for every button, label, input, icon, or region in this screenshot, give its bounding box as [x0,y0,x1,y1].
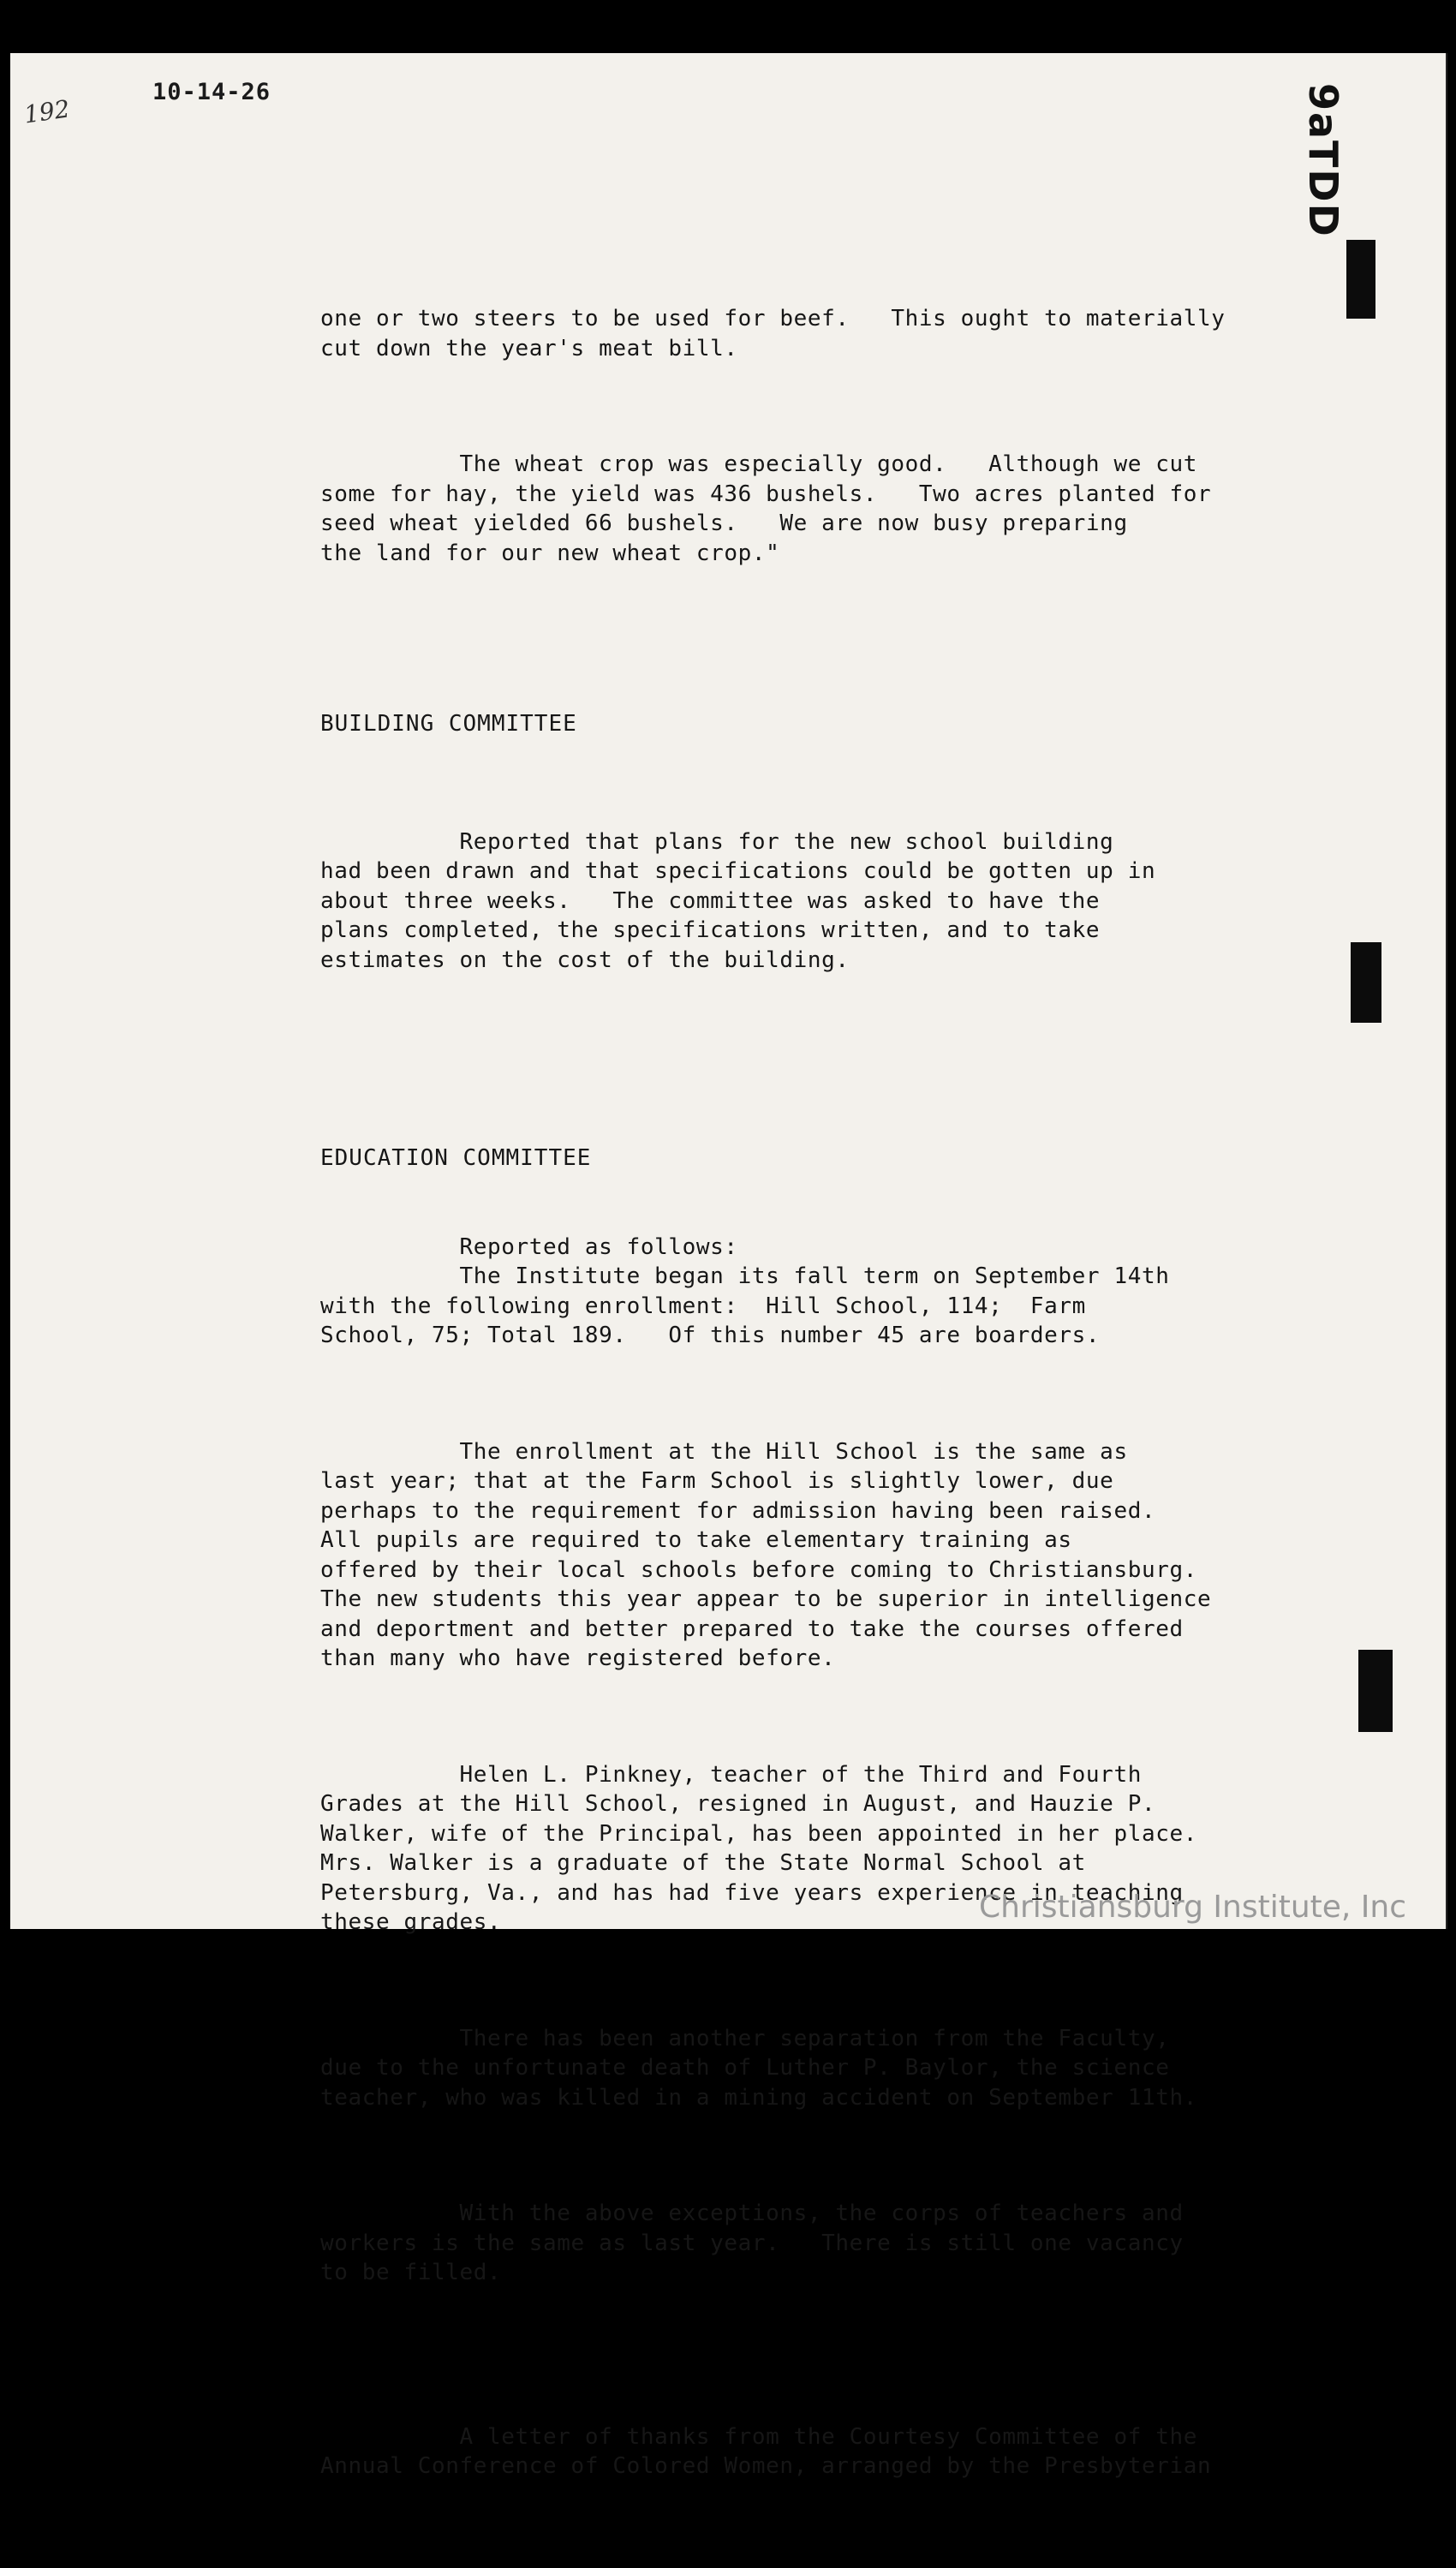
section-heading: BUILDING COMMITTEE [320,711,577,737]
handwritten-page-number: 192 [21,94,72,129]
film-marker [1346,240,1375,319]
paragraph: With the above exceptions, the corps of teachers and workers is the same as last year. There is still one vacancy to be filled. [320,2201,1184,2285]
paragraph: Reported as follows: The Institute began its fall term on September 14th with the following enrollment: Hill School, 114; Farm School, 75; Total 189. Of this number 45 are boarders. [320,1233,1170,1348]
film-marker [1351,942,1381,1023]
film-marker [1358,1650,1393,1732]
archive-stamp: 9aTDD [1300,83,1346,238]
paragraph: There has been another separation from the Faculty, due to the unfortunate death of Luther P. Baylor, the science teacher, who was killed in a mining accident on September 11th. [320,2025,1197,2111]
paragraph: Helen L. Pinkney, teacher of the Third and Fourth Grades at the Hill School, resigned in August, and Hauzie P. Walker, wife of the Principal, has been appointed in her place. Mrs. Walker is a graduate of the State Normal School at Petersburg, Va., and has had five years experience in teaching these grades. [320,1761,1197,1935]
document-body [320,245,1245,2568]
section-heading: EDUCATION COMMITTEE [320,1145,592,1171]
paragraph: The wheat crop was especially good. Although we cut some for hay, the yield was 436 bushels. Two acres planted for seed wheat yielded 66 bushels. We are now busy preparing the land for our new wheat crop." [320,451,1212,566]
watermark: Christiansburg Institute, Inc [979,1890,1407,1925]
paragraph: Reported that plans for the new school building had been drawn and that specifications could be gotten up in about three weeks. The committee was asked to have the plans completed, the specifications written, and to take estimates on the cost of the building. [320,828,1156,973]
paragraph: The enrollment at the Hill School is the same as last year; that at the Farm School is slightly lower, due perhaps to the requirement for admission having been raised. All pupils are required to take elementary training as offered by their local schools before coming to Christiansburg. The new students this year appear to be superior in intelligence and deportment and better prepared to take the courses offered than many who have registered before. [320,1438,1212,1671]
paragraph: A letter of thanks from the Courtesy Committee of the Annual Conference of Colored Women, arranged by the Presbyterian [320,2423,1212,2479]
document-page [10,53,1447,2479]
document-date: 10-14-26 [152,79,272,105]
paragraph: one or two steers to be used for beef. This ought to materially cut down the year's meat bill. [320,306,1226,361]
